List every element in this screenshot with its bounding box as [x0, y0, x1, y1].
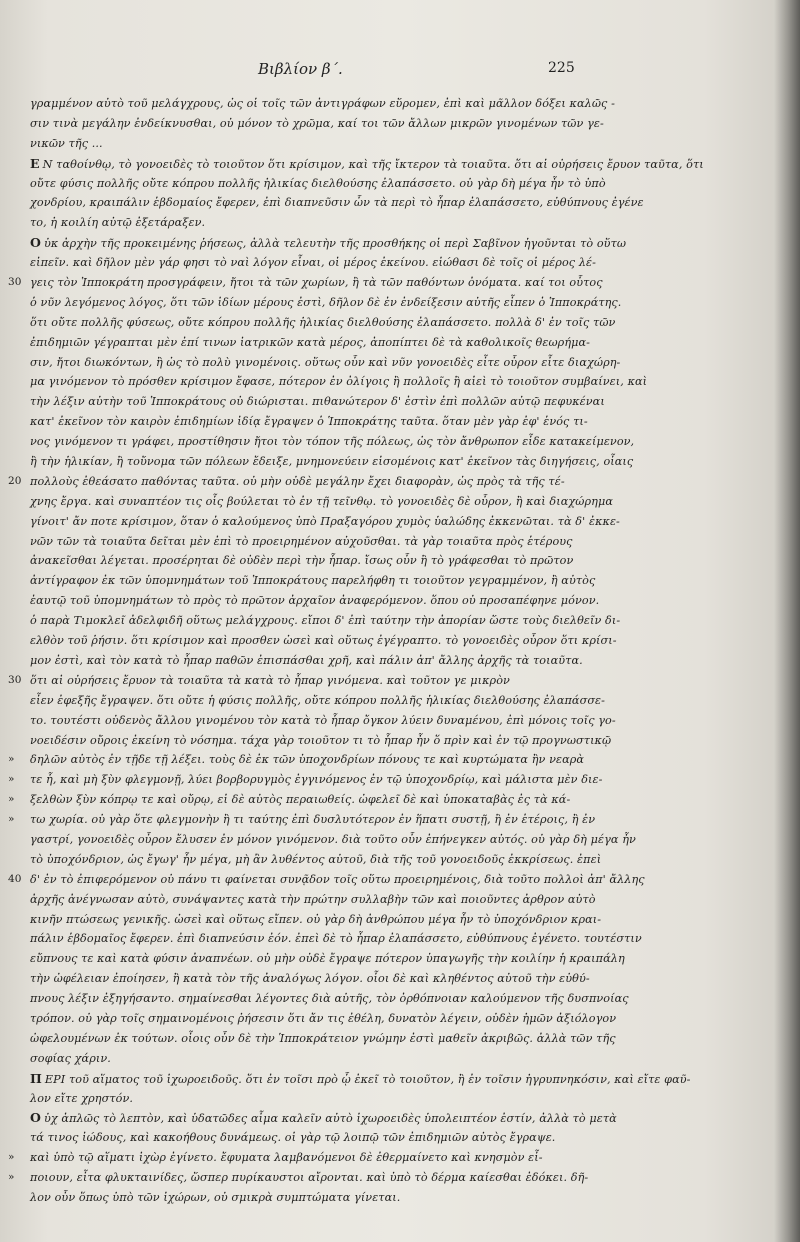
line-text: εὔπνους τε καὶ κατὰ φύσιν ἀναπνέων. οὐ μὴν οὐδὲ ἔγραψε πότερον ὑπαγωγῆς τὴν κοιλίην ἡ κραιπάλη [30, 952, 625, 966]
line-number: 20 [8, 474, 22, 487]
text-line [30, 174, 730, 194]
text-line [30, 233, 730, 253]
line-text: σοφίας χάριν. [30, 1051, 111, 1065]
line-text: ὅτι οὔτε πολλῆς φύσεως, οὔτε κόπρου πολλῆς ἡλικίας διελθούσης ἐλαπάσσετο. πολλὰ δ' ἐν τοῖς τῶν [30, 315, 616, 329]
line-text: δ' ἐν τὸ ἐπιφερόμενον οὐ πάνυ τι φαίνεται συνᾷδον τοῖς οὕτω προειρημένοις, διὰ τοῦτο πολλοὶ ἀπ' ἄλλης [30, 872, 645, 886]
line-text: οὔτε φύσις πολλῆς οὔτε κόπρου πολλῆς ἡλικίας διελθούσης ἐλαπάσσετο. οὐ γὰρ δὴ μέγα ἦν τὸ ὑπὸ [30, 176, 606, 190]
text-line [30, 929, 730, 949]
text-line [30, 94, 730, 114]
line-text: τὴν ὠφέλειαν ἐποίησεν, ἢ κατὰ τὸν τῆς ἀναλόγως λόγον. οἷοι δὲ καὶ κληθέντος αὐτοῦ τὴν εὐθύ- [30, 972, 590, 986]
text-line [30, 412, 730, 432]
section-initial: Ο [30, 235, 41, 251]
quotation-mark: » [8, 813, 15, 826]
line-text: τε ἧ, καὶ μὴ ξὺν φλεγμονῇ, λύει βορβορυγμὸς ἐγγινόμενος ἐν τῷ ὑποχονδρίῳ, καὶ μάλιστα μὲν διε- [30, 773, 603, 787]
line-number: 40 [8, 872, 22, 885]
line-text: κατ' ἐκεῖνον τὸν καιρὸν ἐπιδημίων ἰδίᾳ ἔγραψεν ὁ Ἱπποκράτης ταῦτα. ὅταν μὲν γὰρ ἐφ' ἑνός τι- [30, 415, 588, 429]
text-line [30, 591, 730, 611]
line-text: ἀντίγραφον ἐκ τῶν ὑπομνημάτων τοῦ Ἱπποκράτους παρελήφθη τι τοιοῦτον γεγραμμένον, ἢ αὐτὸς [30, 574, 596, 588]
text-line [30, 213, 730, 233]
line-text: γραμμένον αὐτὸ τοῦ μελάγχρους, ὡς οἱ τοῖς τῶν ἀντιγράφων εὕρομεν, ἐπὶ καὶ μᾶλλον δόξει καλῶς - [30, 97, 615, 110]
text-line [30, 651, 730, 671]
line-text: τω χωρία. οὐ γὰρ ὅτε φλεγμονὴν ἢ τι ταύτης ἐπὶ δυσλυτότερον ἐν ἥπατι συστῇ, ἢ ἐν ἑτέροις, ἢ ἐν [30, 813, 596, 827]
section-initial: Ε [30, 155, 40, 171]
text-line [30, 1009, 730, 1029]
quotation-mark: » [8, 1151, 15, 1164]
line-text: μα γινόμενον τὸ πρόσθεν κρίσιμον ἔφασε, πότερον ἐν ὀλίγοις ἢ πολλοῖς ἢ αἰεὶ τὸ τοιοῦτον συμβαίνει, καὶ [30, 375, 648, 389]
text-line [30, 512, 730, 532]
text-line [8, 273, 730, 293]
text-line [30, 969, 730, 989]
text-line [30, 989, 730, 1009]
text-line [30, 731, 730, 751]
text-line [30, 611, 730, 631]
text-line [30, 432, 730, 452]
line-text: χονδρίου, κραιπάλιν ἑβδομαίος ἔφερεν, ἐπὶ διαπνεῦσιν ὧν τὰ περὶ τὸ ἧπαρ ἐλαπάσσετο, εὐθύπνους ἐγένε [30, 196, 644, 210]
line-text: πάλιν ἑβδομαῖος ἔφερεν. ἐπὶ διαπνεύσιν ἐόν. ἐπεὶ δὲ τὸ ἧπαρ ἐλαπάσσετο, εὐθύπνους ἐγένετο. τουτέστιν [30, 932, 642, 946]
page-number: 225 [548, 60, 575, 76]
line-text: ελθὸν τοῦ ῥήσιν. ὅτι κρίσιμον καὶ προσθεν ὡσεὶ καὶ οὕτως ἐγέγραπτο. τὸ γονοειδὲς οὖρον ὅτι κρίσι- [30, 634, 617, 648]
text-line [30, 154, 730, 174]
text-line [30, 551, 730, 571]
line-number: 30 [8, 276, 22, 289]
text-line [30, 293, 730, 313]
text-line [30, 253, 730, 273]
section-initial: Π [30, 1070, 42, 1086]
text-line [30, 1029, 730, 1049]
line-text: ἐπιδημιῶν γέγραπται μὲν ἐπί τινων ἰατρικῶν κατὰ μέρος, ἀποπίπτει δὲ τὰ καθολικοῖς θεωρήμα- [30, 335, 591, 349]
text-line [30, 1128, 730, 1148]
section-initial: Ο [30, 1110, 41, 1126]
line-text: Ν ταθοίνθῳ, τὸ γονοειδὲς τὸ τοιοῦτον ὅτι κρίσιμον, καὶ τῆς ἴκτερον τὰ τοιαῦτα. ὅτι αἱ οὐρήσεις ἔρυον ταῦτα, ὅτι [42, 157, 704, 171]
text-line [30, 910, 730, 930]
text-line [30, 1049, 730, 1069]
text-line [30, 830, 730, 850]
text-line [8, 790, 730, 810]
line-text: γαστρί, γονοειδὲς οὖρον ἔλυσεν ἐν μόνον γινόμενον. διὰ τοῦτο οὖν ἐπήνεγκεν αὐτός. οὐ γὰρ δὴ μέγα ἦν [30, 832, 636, 846]
text-line [30, 571, 730, 591]
text-line [30, 711, 730, 731]
quotation-mark: » [8, 773, 15, 786]
text-line [30, 1069, 730, 1089]
line-text: πολλοὺς ἐθεάσατο παθόντας ταῦτα. οὐ μὴν οὐδὲ μεγάλην ἔχει διαφορὰν, ὡς πρὸς τὰ τῆς τέ- [30, 474, 565, 488]
text-line [8, 1168, 730, 1188]
text-line [30, 532, 730, 552]
text-line [8, 810, 730, 830]
page-header-title: Βιβλίον β΄. [258, 60, 343, 78]
line-text: εἶεν ἐφεξῆς ἔγραψεν. ὅτι οὔτε ἡ φύσις πολλῆς, οὔτε κόπρου πολλῆς ἡλικίας διελθούσης ἐλαπάσσε- [30, 693, 606, 707]
quotation-mark: » [8, 1171, 15, 1184]
line-text: τρόπον. οὐ γὰρ τοῖς σημαινομένοις ῥήσεσιν ὅτι ἄν τις ἐθέλη, δυνατὸν λέγειν, οὐδὲν ἡμῶν ἀξιόλογον [30, 1011, 617, 1025]
line-text: μον ἐστὶ, καὶ τὸν κατὰ τὸ ἧπαρ παθῶν ἐπισπάσθαι χρῆ, καὶ πάλιν ἀπ' ἄλλης ἀρχῆς τὰ τοιαῦτα. [30, 653, 583, 667]
text-line [30, 193, 730, 213]
text-line [30, 850, 730, 870]
text-line [30, 1089, 730, 1109]
line-text: το. τουτέστι οὐδενὸς ἄλλου γινομένου τὸν κατὰ τὸ ἧπαρ ὄγκον λύειν δυναμένου, ἐπὶ μόνοις τοῖς γο- [30, 713, 616, 727]
line-text: ἀνακεῖσθαι λέγεται. προσέρηται δὲ οὐδὲν περὶ τὴν ἧπαρ. ἴσως οὖν ἢ τὸ γράφεσθαι τὸ πρῶτον [30, 554, 574, 568]
line-text: κινῆν πτώσεως γενικῆς. ὡσεὶ καὶ οὕτως εἴπεν. οὐ γὰρ δὴ ἀνθρώπου μέγα ἦν τὸ ὑποχόνδριον κραι- [30, 912, 602, 926]
text-line [30, 452, 730, 472]
line-text: σιν, ἤτοι διωκόντων, ἢ ὡς τὸ πολὺ γινομένοις. οὕτως οὖν καὶ νῦν γονοειδὲς εἶτε οὖρον εἶτε διαχώρη- [30, 355, 621, 369]
text-block [8, 94, 730, 1208]
line-text: λον οὖν ὅπως ὑπὸ τῶν ἰχώρων, οὐ σμικρὰ συμπτώματα γίνεται. [30, 1190, 401, 1204]
line-text: ὁ νῦν λεγόμενος λόγος, ὅτι τῶν ἰδίων μέρους ἐστὶ, δῆλον δὲ ἐν ἐνδείξεσιν αὐτῆς εἶπεν ὁ Ἱπποκράτης. [30, 295, 622, 309]
line-text: ὠφελουμένων ἐκ τούτων. οἷοις οὖν δὲ τὴν Ἱπποκράτειον γνώμην ἐστὶ μαθεῖν ἀκριβῶς. ἀλλὰ τῶν τῆς [30, 1031, 616, 1045]
text-line [30, 372, 730, 392]
line-text: τὸ ὑποχόνδριον, ὡς ἔγωγ' ἦν μέγα, μὴ ἂν λυθέντος αὐτοῦ, διὰ τῆς τοῦ γονοειδοῦς ἐκκρίσεως. ἐπεὶ [30, 852, 602, 866]
line-text: τὴν λέξιν αὐτὴν τοῦ Ἱπποκράτους οὐ διώρισται. πιθανώτερον δ' ἐστὶν ἐπὶ πολλῶν αὐτῷ πεφυκέναι [30, 395, 605, 409]
line-text: νος γινόμενον τι γράφει, προστίθησιν ἤτοι τὸν τόπον τῆς πόλεως, ὡς τὸν ἄνθρωπον εἶδε κατακείμενον, [30, 435, 635, 449]
text-line [8, 472, 730, 492]
text-line [30, 1188, 730, 1208]
text-line [30, 353, 730, 373]
binding-shadow [774, 0, 800, 1242]
line-text: ὁ παρὰ Τιμοκλεῖ ἀδελφιδῆ οὕτως μελάγχρους. εἴποι δ' ἐπὶ ταύτην τὴν ἀπορίαν ὥστε τοὺς διελθεῖν δι- [30, 614, 621, 628]
line-text: ὅτι αἱ οὐρήσεις ἔρυον τὰ τοιαῦτα τὰ κατὰ τὸ ἧπαρ γινόμενα. καὶ τοῦτον γε μικρὸν [30, 673, 510, 687]
quotation-mark: » [8, 793, 15, 806]
line-text: γίνοιτ' ἄν ποτε κρίσιμον, ὅταν ὁ καλούμενος ὑπὸ Πραξαγόρου χυμὸς ὑαλώδης ἐκκενῶται. τὰ δ' ἐκκε- [30, 514, 620, 528]
text-line [30, 1108, 730, 1128]
line-text: ἢ τὴν ἡλικίαν, ἢ τοὔνομα τῶν πόλεων ἔδειξε, μνημονεύειν εἰσομένοις κατ' ἐκεῖνον τὰς διηγήσεις, οἷαις [30, 455, 634, 469]
text-line [30, 333, 730, 353]
running-head [0, 60, 800, 84]
text-line [8, 1148, 730, 1168]
text-line [8, 750, 730, 770]
quotation-mark: » [8, 753, 15, 766]
line-text: ΕΡΙ τοῦ αἵματος τοῦ ἰχωροειδοῦς. ὅτι ἐν τοῖσι πρὸ ᾧ ἐκεῖ τὸ τοιοῦτον, ἢ ἐν τοῖσιν ἠγρυπνηκόσιν, καὶ εἴτε φαῦ- [44, 1072, 691, 1086]
line-text: ὐκ ἀρχὴν τῆς προκειμένης ῥήσεως, ἀλλὰ τελευτὴν τῆς προσθήκης οἱ περὶ Σαβῖνον ἡγοῦνται τὸ οὕτω [44, 237, 627, 251]
text-line [30, 392, 730, 412]
line-text: γεις τὸν Ἱπποκράτη προσγράφειν, ἤτοι τὰ τῶν χωρίων, ἢ τὰ τῶν παθόντων ὀνόματα. καί τοι οὗτος [30, 276, 603, 290]
text-line [30, 492, 730, 512]
text-line [30, 134, 730, 154]
line-text: ἀρχῆς ἀνέγνωσαν αὐτὸ, συνάψαντες κατὰ τὴν πρώτην συλλαβὴν τῶν καὶ ποιοῦντες ἀρθρον αὐτὸ [30, 892, 596, 906]
line-text: εἰπεῖν. καὶ δῆλον μὲν γάρ φησι τὸ ναὶ λόγον εἶναι, οἱ μέρος ἐκείνου. εἰώθασι δὲ τοῖς οἱ μέρος λέ- [30, 256, 596, 270]
line-text: νῶν τῶν τὰ τοιαῦτα δεῖται μὲν ἐπὶ τὸ προειρημένον αὐχοῦσθαι. τὰ γὰρ τοιαῦτα πρὸς ἑτέρους [30, 534, 573, 548]
text-line [30, 114, 730, 134]
line-text: ἑαυτῷ τοῦ ὑπομνημάτων τὸ πρὸς τὸ πρῶτον ἀρχαῖον ἀναφερόμενον. ὅπου οὐ προσαπέφηνε μόνον. [30, 594, 600, 608]
line-text: νοειδέσιν οὔροις ἐκείνη τὸ νόσημα. τάχα γὰρ τοιοῦτον τι τὸ ἧπαρ ἦν ὅ πρὶν καὶ ἐν τῷ προγνωστικῷ [30, 733, 612, 747]
line-text: ὐχ ἁπλῶς τὸ λεπτὸν, καὶ ὑδατῶδες αἷμα καλεῖν αὐτὸ ἰχωροειδὲς ὑπολειπτέον ἐστίν, ἀλλὰ τὸ μετὰ [44, 1112, 617, 1126]
line-text: ποιουν, εἶτα φλυκταινίδες, ὥσπερ πυρίκαυστοι αἴρονται. καὶ ὑπὸ τὸ δέρμα καίεσθαι ἐδόκει. δῆ- [30, 1171, 589, 1185]
line-text: ξελθὼν ξὺν κόπρῳ τε καὶ οὔρῳ, εἰ δὲ αὐτὸς περαιωθείς. ὠφελεῖ δὲ καὶ ὑποκαταβὰς ἐς τὰ κά- [30, 793, 571, 807]
text-line [8, 870, 730, 890]
line-text: δηλῶν αὐτὸς ἐν τῇδε τῇ λέξει. τοὺς δὲ ἐκ τῶν ὑποχονδρίων πόνους τε καὶ κυρτώματα ἢν νεαρὰ [30, 753, 585, 767]
line-number: 30 [8, 673, 22, 686]
line-text: καὶ ὑπὸ τῷ αἵματι ἰχὼρ ἐγίνετο. ἔφυματα λαμβανόμενοι δὲ ἐθερμαίνετο καὶ κνησμὸν εἶ- [30, 1151, 543, 1165]
text-line [30, 313, 730, 333]
text-line [30, 890, 730, 910]
text-line [8, 770, 730, 790]
line-text: νικῶν τῆς ... [30, 136, 103, 150]
text-line [30, 631, 730, 651]
text-line [30, 691, 730, 711]
line-text: το, ἡ κοιλίη αὐτῷ ἐξετάραξεν. [30, 216, 206, 230]
text-line [8, 671, 730, 691]
line-text: χνης ἔργα. καὶ συναπτέον τις οἷς βούλεται τὸ ἐν τῇ τεῖνθῳ. τὸ γονοειδὲς δὲ οὖρον, ἢ καὶ διαχώρημα [30, 494, 613, 508]
line-text: σιν τινὰ μεγάλην ἐνδείκνυσθαι, οὐ μόνον τὸ χρῶμα, καί τοι τῶν ἄλλων μικρῶν γινομένων τῶν γε- [30, 116, 604, 130]
text-line [30, 949, 730, 969]
line-text: λον εἴτε χρηστόν. [30, 1091, 133, 1105]
line-text: τά τινος ἰώδους, καὶ κακοήθους δυνάμεως. οἱ γὰρ τῷ λοιπῷ τῶν ἐπιδημιῶν αὐτὸς ἔγραψε. [30, 1131, 556, 1145]
line-text: πνους λέξιν ἐξηγήσαντο. σημαίνεσθαι λέγοντες διὰ αὐτῆς, τὸν ὀρθόπνοιαν καλούμενον τῆς δυσπνοίας [30, 992, 629, 1006]
